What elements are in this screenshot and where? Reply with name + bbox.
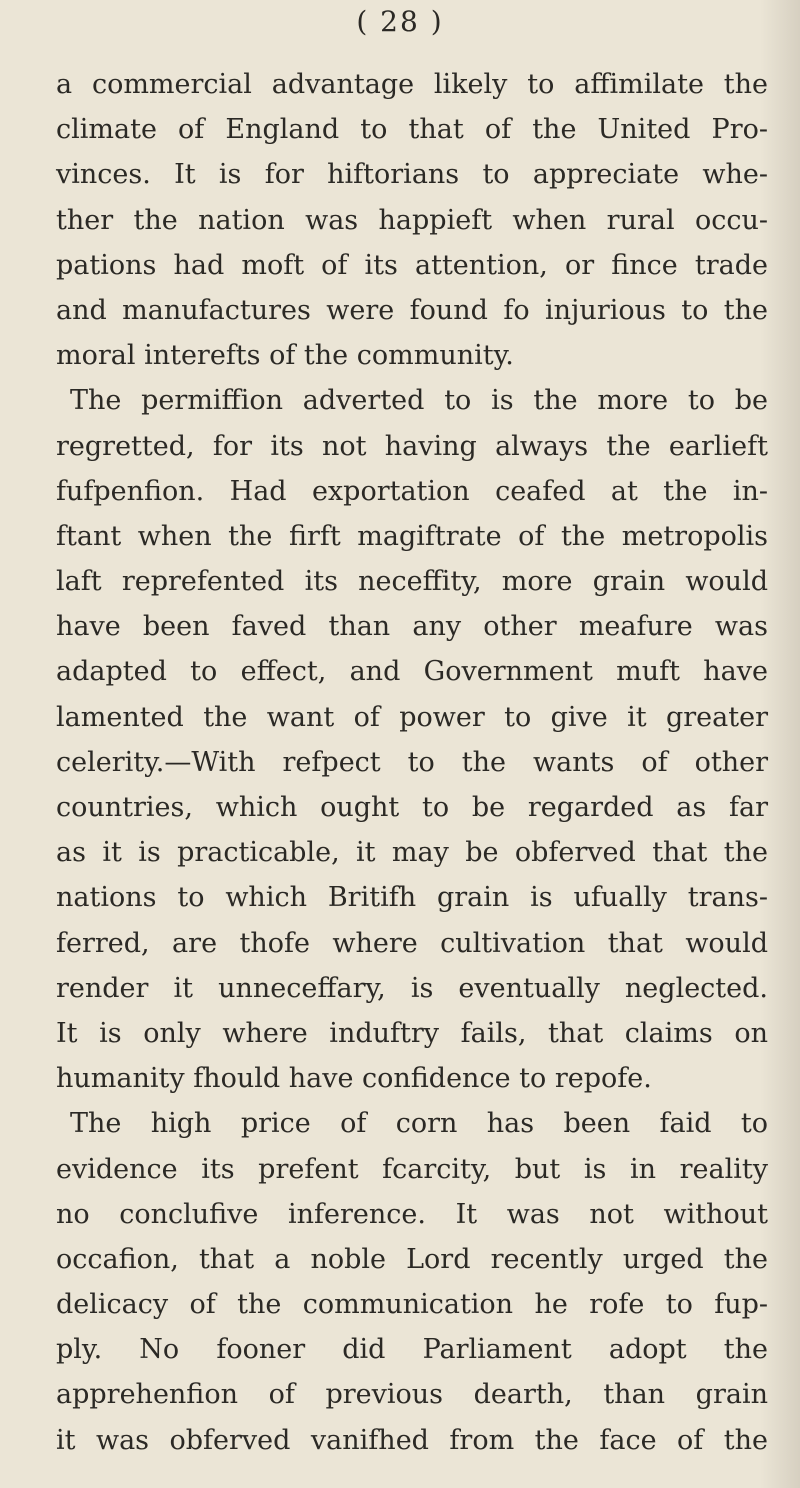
- text-line: nations to which Britifh grain is ufually trans-: [56, 882, 768, 914]
- text-line: adapted to effect, and Government muft have: [56, 656, 768, 688]
- text-line: ply. No fooner did Parliament adopt the: [56, 1334, 768, 1366]
- text-line: The high price of corn has been faid to: [70, 1108, 768, 1140]
- text-line: and manufactures were found fo injurious to the: [56, 294, 768, 326]
- text-line: laft reprefented its neceffity, more grain would: [56, 566, 768, 598]
- text-line: fufpenfion. Had exportation ceafed at the in-: [56, 475, 768, 507]
- text-line: ferred, are thofe where cultivation that would: [56, 927, 768, 959]
- text-line: celerity.—With refpect to the wants of other: [56, 746, 768, 778]
- text-line: climate of England to that of the United Pro-: [56, 114, 768, 146]
- text-line: It is only where induftry fails, that claims on: [56, 1017, 768, 1049]
- text-line: vinces. It is for hiftorians to appreciate whe-: [56, 159, 768, 191]
- text-line: it was obferved vanifhed from the face of the: [56, 1424, 768, 1456]
- text-line: countries, which ought to be regarded as far: [56, 792, 768, 823]
- text-line: regretted, for its not having always the earlieft: [56, 430, 768, 462]
- text-line: as it is practicable, it may be obferved that the: [56, 837, 768, 869]
- body-text: [56, 62, 768, 1463]
- text-line: delicacy of the communication he rofe to fup-: [56, 1289, 768, 1321]
- text-line: pations had moft of its attention, or fince trade: [56, 249, 768, 281]
- text-line: render it unneceffary, is eventually neglected.: [56, 972, 768, 1004]
- text-line: moral interefts of the community.: [56, 340, 514, 372]
- text-line: a commercial advantage likely to affimilate the: [56, 69, 768, 100]
- text-line: lamented the want of power to give it greater: [56, 701, 768, 733]
- text-line: have been faved than any other meafure was: [56, 611, 768, 643]
- text-line: humanity fhould have confidence to repofe.: [56, 1063, 652, 1095]
- text-line: no conclufive inference. It was not without: [56, 1198, 768, 1230]
- text-line: ftant when the firft magiftrate of the metropolis: [56, 520, 768, 552]
- text-line: ther the nation was happieft when rural occu-: [56, 204, 768, 236]
- text-line: The permiffion adverted to is the more to be: [70, 385, 768, 417]
- text-line: occafion, that a noble Lord recently urged the: [56, 1243, 768, 1275]
- text-line: apprehenfion of previous dearth, than grain: [56, 1379, 768, 1411]
- page-number-header: ( 28 ): [356, 5, 444, 38]
- text-line: evidence its prefent fcarcity, but is in reality: [56, 1153, 768, 1185]
